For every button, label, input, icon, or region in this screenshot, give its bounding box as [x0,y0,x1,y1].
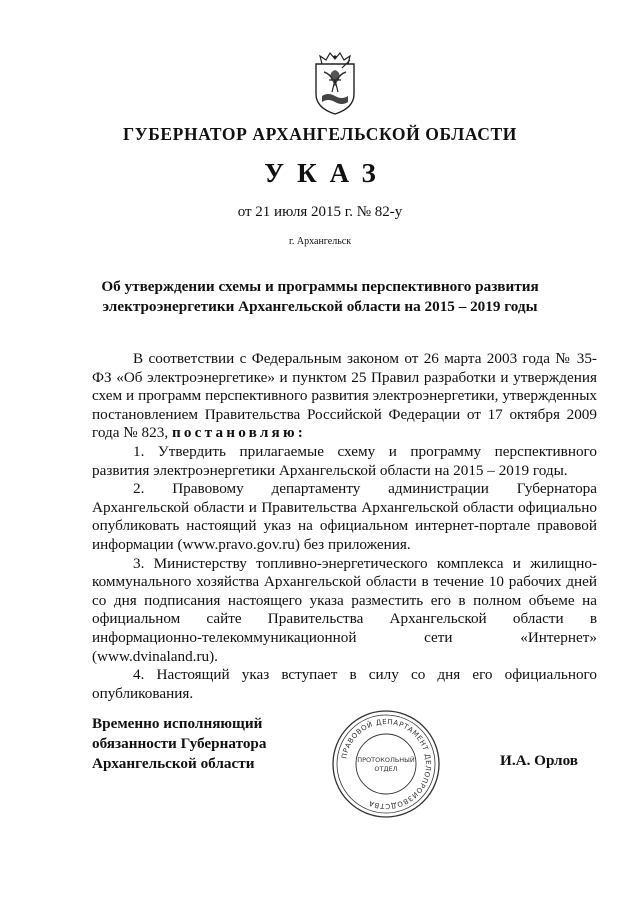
document-place: г. Архангельск [288,236,352,247]
decree-item-1: 1. Утвердить прилагаемые схему и программу перспективного развития электроэнергетики Архангельской области на 2015 – 2019 годы. [92,442,597,479]
signatory-position [92,714,332,774]
official-stamp [330,708,442,820]
preamble-text: В соответствии с Федеральным законом от 26 марта 2003 года № 35-ФЗ «Об электроэнергетике» и пунктом 25 Правил разработки и утверждения схем и программ перспективного развития электроэнергетики, утвержденных постановлением Правительства Российской Федерации от 17 октября 2009 года № 823, [92,350,597,442]
coat-of-arms-icon [310,50,360,116]
stamp-center-line1: ПРОТОКОЛЬНЫЙ [357,756,415,764]
document-date-number: от 21 июля 2015 г. № 82-у [237,204,403,220]
decree-item-2: 2. Правовому департаменту администрации Губернатора Архангельской области и Правительства Архангельской области официально опубликовать настоящий указ на официальном интернет-портале правовой информации (www.pravo.gov.ru) без приложения. [92,480,597,553]
document-type: УКАЗ [264,158,389,188]
stamp-center-line2: ОТДЕЛ [374,765,398,773]
stamp-ring-text: ПРАВОВОЙ ДЕПАРТАМЕНТ ДЕЛОПРОИЗВОДСТВА [340,717,433,811]
signatory-position-line: Архангельской области [92,755,255,772]
document-body [92,350,597,703]
decree-colon: : [297,424,303,442]
issuer-heading: ГУБЕРНАТОР АРХАНГЕЛЬСКОЙ ОБЛАСТИ [123,124,517,144]
decree-item-4: 4. Настоящий указ вступает в силу со дня его официального опубликования. [92,666,597,702]
decree-item-3: 3. Министерству топливно-энергетического комплекса и жилищно-коммунального хозяйства Архангельской области в течение 10 рабочих дней со дня подписания настоящего указа разместить его в полном объеме на официальном сайте Правительства Архангельской области в информационно-телекоммуникационной сети «Интернет» (www.dvinaland.ru). [92,554,597,665]
signatory-position-line: обязанности Губернатора [92,735,267,752]
document-title: Об утверждении схемы и программы перспективного развития электроэнергетики Архангельской области на 2015 – 2019 годы [101,278,539,315]
signatory-position-line: Временно исполняющий [92,715,263,732]
signatory-name: И.А. Орлов [500,752,578,769]
decree-word: постановляю [171,424,298,442]
preamble-paragraph [92,350,597,443]
